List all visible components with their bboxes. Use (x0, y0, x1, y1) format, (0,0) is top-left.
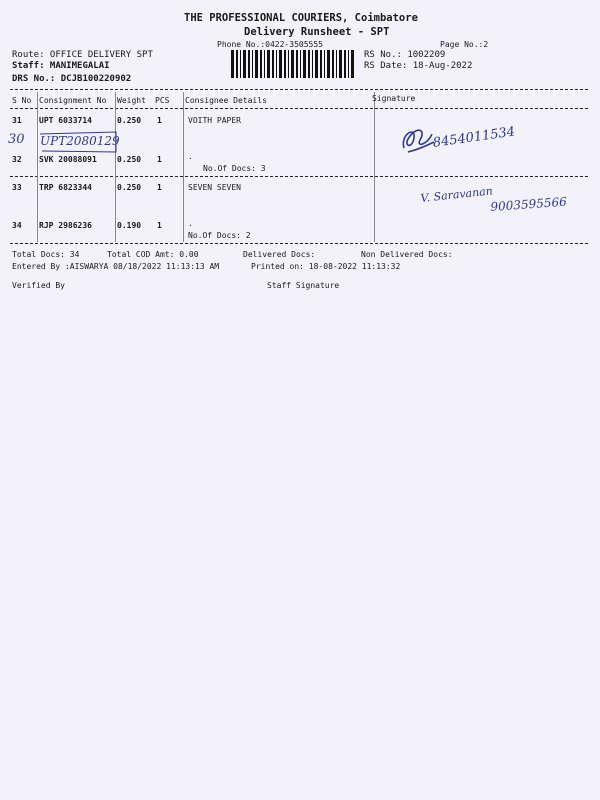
row-consignment: TRP 6823344 (39, 183, 92, 192)
column-divider (374, 92, 375, 242)
drs-number: DRS No.: DCJB100220902 (12, 74, 132, 84)
row-details: SEVEN SEVEN (188, 183, 241, 192)
row-weight: 0.250 (117, 183, 142, 192)
row-pcs: 1 (157, 183, 162, 192)
header-bottom-rule (10, 108, 588, 109)
column-divider (115, 92, 116, 242)
col-header-pcs: PCS (155, 96, 170, 105)
route: Route: OFFICE DELIVERY SPT (12, 50, 153, 60)
row-pcs: 1 (157, 116, 162, 125)
row-weight: 0.190 (117, 221, 142, 230)
entered-by: Entered By :AISWARYA 08/18/2022 11:13:13 AM (12, 262, 220, 271)
row-weight: 0.250 (117, 116, 142, 125)
company-name: THE PROFESSIONAL COURIERS, Coimbatore (184, 12, 418, 24)
staff-name: Staff: MANIMEGALAI (12, 61, 110, 71)
col-header-consignment: Consignment No (39, 96, 107, 105)
handwritten-box (38, 130, 118, 154)
row-details: VOITH PAPER (188, 116, 241, 125)
staff-signature: Staff Signature (267, 281, 340, 290)
table-top-rule (10, 89, 588, 90)
row-consignment: SVK 20088091 (39, 155, 97, 164)
row-details: . (188, 219, 193, 228)
col-header-consignee: Consignee Details (185, 96, 267, 105)
row-sno: 31 (12, 116, 22, 125)
row-pcs: 1 (157, 221, 162, 230)
handwritten-consignment: UPT2080129 (40, 134, 120, 148)
doc-count: No.Of Docs: 2 (188, 231, 251, 240)
non-delivered-docs: Non Delivered Docs: (361, 250, 453, 259)
total-docs: Total Docs: 34 (12, 250, 80, 259)
row-sno: 33 (12, 183, 22, 192)
rs-number: RS No.: 1002209 (364, 50, 446, 60)
row-details: . (188, 152, 193, 161)
group2-bottom-rule (10, 243, 588, 244)
row-sno: 32 (12, 155, 22, 164)
signature-phone: 9003595566 (490, 194, 568, 214)
rs-date: RS Date: 18-Aug-2022 (364, 61, 473, 71)
page-number: Page No.:2 (440, 40, 489, 49)
handwritten-sno: 30 (8, 132, 25, 147)
row-pcs: 1 (157, 155, 162, 164)
group1-bottom-rule (10, 176, 588, 177)
delivered-docs: Delivered Docs: (243, 250, 316, 259)
col-header-sno: S No (12, 96, 32, 105)
row-consignment: RJP 2986236 (39, 221, 92, 230)
verified-by: Verified By (12, 281, 65, 290)
column-divider (183, 92, 184, 242)
row-consignment: UPT 6033714 (39, 116, 92, 125)
runsheet-title: Delivery Runsheet - SPT (244, 26, 390, 38)
doc-count: No.Of Docs: 3 (203, 164, 266, 173)
phone-number: Phone No.:0422-3505555 (217, 40, 323, 49)
col-header-signature: Signature (372, 94, 416, 103)
row-weight: 0.250 (117, 155, 142, 164)
signature-name: V. Saravanan (420, 184, 494, 205)
barcode (231, 50, 355, 78)
column-divider (37, 92, 38, 242)
row-sno: 34 (12, 221, 22, 230)
total-cod: Total COD Amt: 0.00 (107, 250, 199, 259)
signature-phone: 8454011534 (432, 124, 517, 151)
col-header-weight: Weight (117, 96, 146, 105)
printed-on: Printed on: 18-08-2022 11:13:32 (251, 262, 401, 271)
